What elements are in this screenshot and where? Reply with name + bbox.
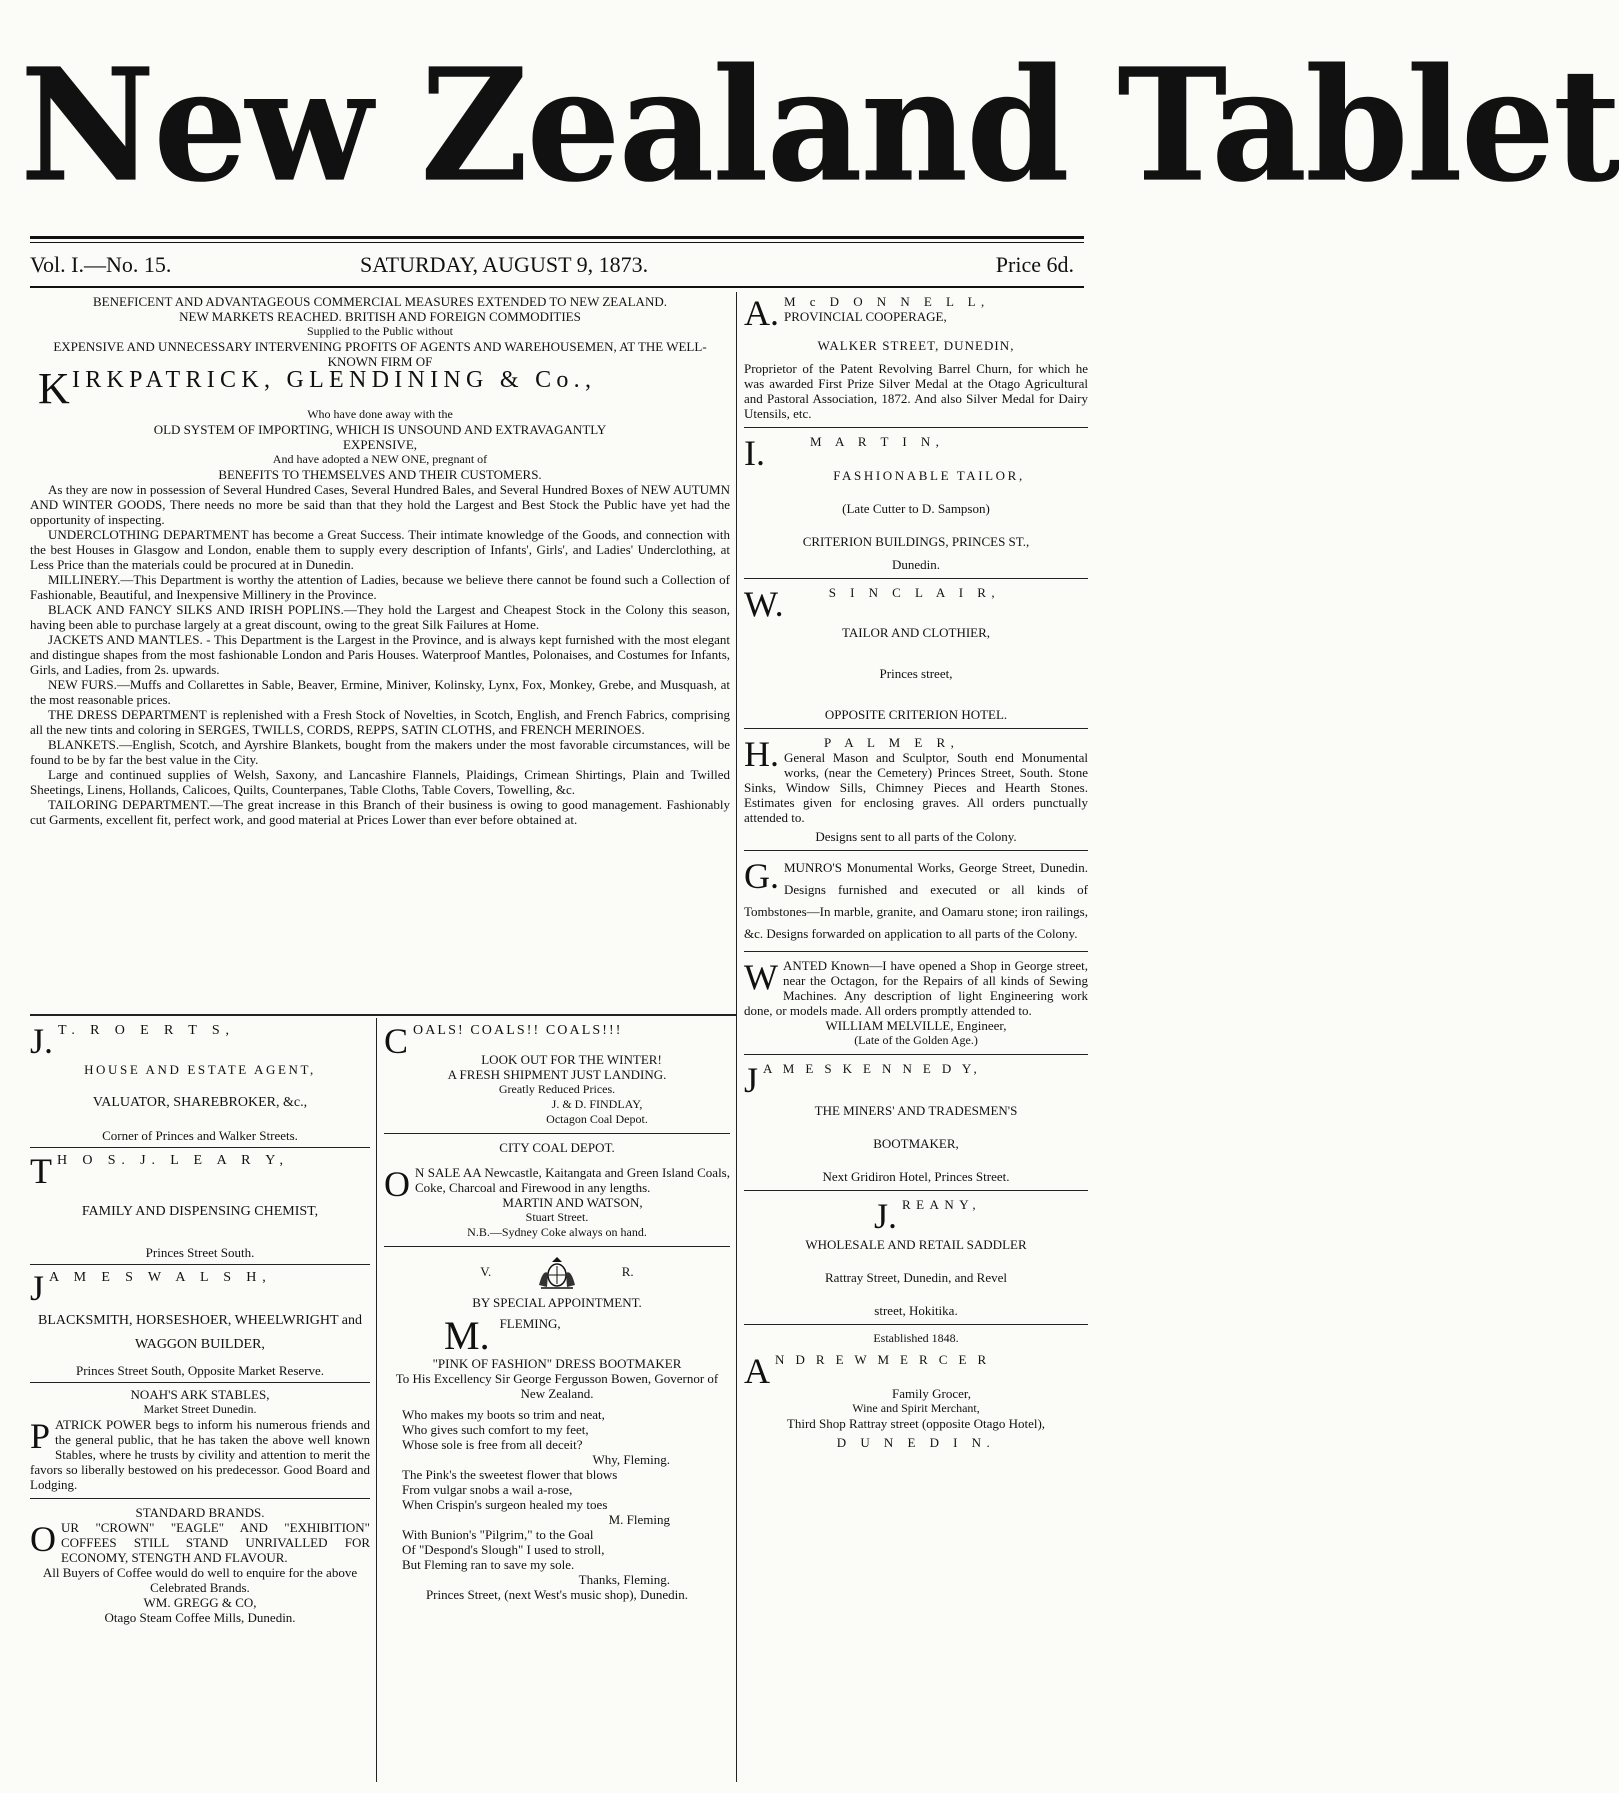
kp-head3: Supplied to the Public without bbox=[307, 324, 453, 338]
melville-initial: W bbox=[744, 957, 778, 997]
coals-initial: C bbox=[384, 1021, 409, 1061]
kennedy-line2: BOOTMAKER, bbox=[873, 1136, 959, 1151]
sinclair-line3: OPPOSITE CRITERION HOTEL. bbox=[824, 707, 1008, 722]
sinclair-line2: Princes street, bbox=[879, 666, 953, 681]
poem-line: With Bunion's "Pilgrim," to the Goal bbox=[402, 1527, 594, 1542]
kp-head4: EXPENSIVE AND UNNECESSARY INTERVENING PROFITS OF AGENTS AND WAREHOUSEMEN, AT THE WELL-KNOWN FIRM OF bbox=[53, 339, 707, 369]
kennedy-advert bbox=[744, 1061, 1088, 1184]
coals-line1: LOOK OUT FOR THE WINTER! bbox=[481, 1052, 662, 1067]
roberts-name: T. R O E R T S, bbox=[58, 1023, 235, 1038]
royal-r: R. bbox=[621, 1263, 634, 1279]
fleming-name: FLEMING, bbox=[499, 1316, 561, 1331]
kp-paragraph: JACKETS AND MANTLES. - This Department is the Largest in the Province, and is always kept furnished with the most elegant and distingue shapes from the most fashionable London and Paris Houses. Waterproof Mantles, Polonaises, and Costumes for Infants, Girls, and Ladies, from 2s. upwards. bbox=[30, 632, 730, 677]
gregg-body2: All Buyers of Coffee would do well to enquire for the above Celebrated Brands. bbox=[42, 1565, 358, 1595]
sinclair-advert bbox=[744, 585, 1088, 722]
roberts-line3: Corner of Princes and Walker Streets. bbox=[102, 1128, 298, 1143]
kp-paragraph: NEW FURS.—Muffs and Collarettes in Sable, Beaver, Ermine, Miniver, Kolinsky, Lynx, Fox, Monkey, Grebe, and Musquash, at the most reasonable prices. bbox=[30, 677, 730, 707]
city-coal-sign: MARTIN AND WATSON, bbox=[502, 1195, 643, 1210]
city-coal-note: N.B.—Sydney Coke always on hand. bbox=[467, 1225, 647, 1239]
kp-head8: BENEFITS TO THEMSELVES AND THEIR CUSTOMERS. bbox=[218, 467, 542, 482]
melville-body: ANTED Known—I have opened a Shop in George street, near the Octagon, for the Repairs of all kinds of Sewing Machines. Any description of light Engineering work done, or models made. All orders promptly attended to. bbox=[744, 958, 1088, 1018]
martin-initial: I. bbox=[744, 433, 765, 473]
coals-title: OALS! COALS!! COALS!!! bbox=[413, 1023, 623, 1038]
column-rule-left bbox=[376, 1018, 377, 1782]
kirkpatrick-bottom-rule bbox=[30, 1014, 736, 1016]
martin-line2: (Late Cutter to D. Sampson) bbox=[842, 501, 990, 516]
melville-sub: (Late of the Golden Age.) bbox=[854, 1033, 978, 1047]
kp-paragraph: BLACK AND FANCY SILKS AND IRISH POPLINS.—They hold the Largest and Cheapest Stock in the Colony this season, having been able to purchase largely at a great discount, owing to the great Silk Failures at Home. bbox=[30, 602, 730, 632]
kp-paragraph: As they are now in possession of Several Hundred Cases, Several Hundred Bales, and Several Hundred Boxes of NEW AUTUMN AND WINTER GOODS, There needs no more be said than that they hold the Largest and Best Stock the Public have yet had the opportunity of inspecting. bbox=[30, 482, 730, 527]
palmer-name: P A L M E R, bbox=[824, 735, 960, 750]
palmer-initial: H. bbox=[744, 734, 779, 774]
noahs-ark-advert bbox=[30, 1387, 370, 1492]
kp-paragraph: Large and continued supplies of Welsh, Saxony, and Lancashire Flannels, Plaidings, Crimean Shirtings, Plain and Twilled Sheetings, Linens, Hollands, Calicoes, Quilts, Counterpanes, Table Cloths, Table Covers, Towelling, &c. bbox=[30, 767, 730, 797]
kp-paragraph: UNDERCLOTHING DEPARTMENT has become a Great Success. Their intimate knowledge of the Goods, and connection with the best Houses in Glasgow and London, enable them to supply every description of Infants', Girls', and Ladies' Underclothing, at Less Price than the materials could be procured at in Dunedin. bbox=[30, 527, 730, 572]
kennedy-line3: Next Gridiron Hotel, Princes Street. bbox=[822, 1169, 1010, 1184]
poem-line: Thanks, Fleming. bbox=[578, 1572, 670, 1587]
noahs-body: ATRICK POWER begs to inform his numerous friends and the general public, that he has taken the above well known Stables, where he trusts by civility and attention to merit the favors so liberally bestowed on his predecessor. Good Board and Lodging. bbox=[30, 1417, 370, 1492]
mercer-initial: A bbox=[744, 1351, 770, 1391]
leary-initial: T bbox=[30, 1151, 52, 1191]
mercer-line1: Family Grocer, bbox=[892, 1386, 971, 1401]
poem-line: But Fleming ran to save my sole. bbox=[402, 1557, 575, 1572]
dateline bbox=[30, 252, 1084, 282]
city-coal-addr: Stuart Street. bbox=[525, 1210, 589, 1224]
fleming-line1: "PINK OF FASHION" DRESS BOOTMAKER bbox=[432, 1356, 682, 1371]
martin-line4: Dunedin. bbox=[891, 557, 941, 572]
reany-line2: Rattray Street, Dunedin, and Revel bbox=[825, 1270, 1007, 1285]
reany-name: REANY, bbox=[902, 1197, 982, 1212]
kp-paragraph: BLANKETS.—English, Scotch, and Ayrshire Blankets, bought from the makers under the most favorable circumstances, will be found to be by far the best value in the City. bbox=[30, 737, 730, 767]
city-coal-advert bbox=[384, 1140, 730, 1240]
noahs-initial: P bbox=[30, 1416, 51, 1456]
fleming-advert bbox=[384, 1255, 730, 1602]
gregg-advert bbox=[30, 1505, 370, 1625]
right-column bbox=[744, 294, 1088, 1782]
kp-big-k: K bbox=[38, 364, 70, 413]
kp-head1: BENEFICENT AND ADVANTAGEOUS COMMERCIAL MEASURES EXTENDED TO NEW ZEALAND. bbox=[93, 294, 667, 309]
kp-firm-line bbox=[30, 364, 730, 413]
left-column bbox=[30, 1022, 370, 1782]
poem-line: Who makes my boots so trim and neat, bbox=[402, 1407, 605, 1422]
price: Price 6d. bbox=[995, 252, 1074, 277]
walsh-line2: Princes Street South, Opposite Market Reserve. bbox=[75, 1363, 325, 1378]
fleming-initial: M. bbox=[444, 1313, 490, 1358]
city-coal-initial: O bbox=[384, 1164, 410, 1204]
mcdonnell-initial: A. bbox=[744, 293, 779, 333]
masthead-rule-thin bbox=[30, 242, 1084, 243]
mcdonnell-advert bbox=[744, 294, 1088, 421]
coals-line2: A FRESH SHIPMENT JUST LANDING. bbox=[447, 1067, 667, 1082]
sinclair-initial: W. bbox=[744, 584, 784, 624]
palmer-line: Designs sent to all parts of the Colony. bbox=[815, 829, 1017, 844]
kp-head2: NEW MARKETS REACHED. BRITISH AND FOREIGN COMMODITIES bbox=[179, 309, 581, 324]
mercer-line2: Wine and Spirit Merchant, bbox=[852, 1401, 980, 1415]
fleming-addr: Princes Street, (next West's music shop), Dunedin. bbox=[425, 1587, 689, 1602]
royal-v: V. bbox=[480, 1263, 492, 1279]
kp-paragraph: THE DRESS DEPARTMENT is replenished with a Fresh Stock of Novelties, in Scotch, English, and French Fabrics, comprising all the new tints and coloring in SERGES, TWILLS, CORDS, REPPS, SATIN CLOTHS, and FRENCH MERINOES. bbox=[30, 707, 730, 737]
fleming-appt: BY SPECIAL APPOINTMENT. bbox=[472, 1295, 642, 1310]
reany-line3: street, Hokitika. bbox=[874, 1303, 958, 1318]
fleming-poem bbox=[384, 1407, 730, 1587]
leary-line1: FAMILY AND DISPENSING CHEMIST, bbox=[81, 1204, 319, 1219]
kennedy-name: A M E S K E N N E D Y, bbox=[763, 1061, 981, 1076]
poem-line: Why, Fleming. bbox=[592, 1452, 670, 1467]
masthead-title: New Zealand Tablet bbox=[20, 33, 1619, 217]
reany-advert bbox=[744, 1197, 1088, 1318]
martin-name: M A R T I N, bbox=[810, 434, 945, 449]
sinclair-line1: TAILOR AND CLOTHIER, bbox=[841, 625, 991, 640]
city-coal-body: N SALE AA Newcastle, Kaitangata and Green Island Coals, Coke, Charcoal and Firewood in any lengths. bbox=[415, 1165, 730, 1195]
palmer-advert bbox=[744, 735, 1088, 844]
city-coal-title: CITY COAL DEPOT. bbox=[499, 1140, 615, 1155]
noahs-sub: Market Street Dunedin. bbox=[143, 1402, 257, 1416]
martin-advert bbox=[744, 434, 1088, 572]
poem-line: Who gives such comfort to my feet, bbox=[402, 1422, 589, 1437]
walsh-line1: BLACKSMITH, HORSESHOER, WHEELWRIGHT and WAGGON BUILDER, bbox=[38, 1313, 362, 1352]
gregg-addr: Otago Steam Coffee Mills, Dunedin. bbox=[104, 1610, 296, 1625]
kp-head7: And have adopted a NEW ONE, pregnant of bbox=[272, 452, 488, 466]
reany-initial: J. bbox=[874, 1196, 898, 1236]
kirkpatrick-advert bbox=[30, 294, 730, 1012]
sinclair-name: S I N C L A I R, bbox=[828, 585, 1001, 600]
noahs-title: NOAH'S ARK STABLES, bbox=[130, 1387, 270, 1402]
kp-paragraph: MILLINERY.—This Department is worthy the attention of Ladies, because we believe there cannot be found such a Collection of Fashionable, Beautiful, and Inexpensive Millinery in the Province. bbox=[30, 572, 730, 602]
gregg-title: STANDARD BRANDS. bbox=[135, 1505, 265, 1520]
poem-line: M. Fleming bbox=[608, 1512, 670, 1527]
mcdonnell-body: Proprietor of the Patent Revolving Barrel Churn, for which he was awarded First Prize Silver Medal at the Otago Agricultural and Pastoral Association, 1872. And also Silver Medal for Dairy Utensils, etc. bbox=[744, 361, 1088, 421]
leary-advert bbox=[30, 1152, 370, 1260]
mercer-advert bbox=[744, 1331, 1088, 1450]
dateline-rule bbox=[30, 286, 1084, 288]
gregg-body: UR "CROWN" "EAGLE" AND "EXHIBITION" COFFEES STILL STAND UNRIVALLED FOR ECONOMY, STENGTH AND FLAVOUR. bbox=[61, 1520, 370, 1565]
kp-head6: OLD SYSTEM OF IMPORTING, WHICH IS UNSOUND AND EXTRAVAGANTLY EXPENSIVE, bbox=[153, 422, 607, 452]
walsh-initial: J bbox=[30, 1268, 45, 1308]
fleming-line2: To His Excellency Sir George Fergusson Bowen, Governor of New Zealand. bbox=[395, 1371, 719, 1401]
mcdonnell-line2: WALKER STREET, DUNEDIN, bbox=[817, 338, 1015, 353]
mercer-line4: D U N E D I N. bbox=[836, 1435, 996, 1450]
kp-paragraph: TAILORING DEPARTMENT.—The great increase in this Branch of their business is owing to good management. Fashionably cut Garments, excellent fit, perfect work, and good material at Prices Lower than ever before obtained at. bbox=[30, 797, 730, 827]
gregg-sign: WM. GREGG & CO, bbox=[143, 1595, 257, 1610]
melville-advert bbox=[744, 958, 1088, 1048]
column-rule-right bbox=[736, 292, 737, 1782]
mercer-line3: Third Shop Rattray street (opposite Otago Hotel), bbox=[786, 1416, 1046, 1431]
coals-line3: Greatly Reduced Prices. bbox=[498, 1082, 616, 1096]
munro-initial: G. bbox=[744, 856, 779, 896]
palmer-body: General Mason and Sculptor, South end Monumental works, (near the Cemetery) Princes Street, South. Stone Sinks, Window Sills, Chimney Pieces and Hearth Stones. Estimates given for enclosing graves. All orders punctually attended to. bbox=[744, 750, 1088, 825]
coals-line4: J. & D. FINDLAY, bbox=[551, 1097, 643, 1111]
walsh-name: A M E S W A L S H, bbox=[49, 1270, 272, 1285]
roberts-line2: VALUATOR, SHAREBROKER, &c., bbox=[92, 1095, 308, 1110]
melville-sign: WILLIAM MELVILLE, Engineer, bbox=[825, 1018, 1007, 1033]
kp-firm-name: IRKPATRICK, GLENDINING & Co., bbox=[72, 367, 597, 393]
mcdonnell-line1: PROVINCIAL COOPERAGE, bbox=[784, 309, 947, 324]
poem-line: From vulgar snobs a wail a-rose, bbox=[402, 1482, 573, 1497]
poem-line: When Crispin's surgeon healed my toes bbox=[402, 1497, 608, 1512]
mercer-est: Established 1848. bbox=[873, 1331, 959, 1345]
masthead-rule bbox=[30, 236, 1084, 239]
roberts-line1: HOUSE AND ESTATE AGENT, bbox=[84, 1062, 316, 1077]
reany-line1: WHOLESALE AND RETAIL SADDLER bbox=[805, 1237, 1027, 1252]
martin-line1: FASHIONABLE TAILOR, bbox=[833, 468, 1025, 483]
roberts-initial: J. bbox=[30, 1021, 54, 1061]
mercer-name: N D R E W M E R C E R bbox=[775, 1352, 991, 1367]
coals-advert bbox=[384, 1022, 730, 1127]
poem-line: Whose sole is free from all deceit? bbox=[402, 1437, 583, 1452]
walsh-advert bbox=[30, 1269, 370, 1378]
munro-advert bbox=[744, 857, 1088, 945]
gregg-initial: O bbox=[30, 1519, 56, 1559]
kennedy-initial: J bbox=[744, 1060, 759, 1100]
kennedy-line1: THE MINERS' AND TRADESMEN'S bbox=[814, 1103, 1018, 1118]
munro-body: MUNRO'S Monumental Works, George Street, Dunedin. Designs furnished and executed or all kinds of Tombstones—In marble, granite, and Oamaru stone; iron railings, &c. Designs forwarded on application to all parts of the Colony. bbox=[744, 860, 1088, 941]
martin-line3: CRITERION BUILDINGS, PRINCES ST., bbox=[802, 534, 1030, 549]
poem-line: The Pink's the sweetest flower that blows bbox=[402, 1467, 618, 1482]
leary-name: H O S. J. L E A R Y, bbox=[57, 1153, 289, 1168]
volume-number: Vol. I.—No. 15. bbox=[30, 252, 172, 277]
coals-line5: Octagon Coal Depot. bbox=[546, 1112, 648, 1126]
roberts-advert bbox=[30, 1022, 370, 1143]
royal-coat-of-arms-icon bbox=[535, 1255, 579, 1291]
mcdonnell-name: M c D O N N E L L, bbox=[784, 294, 990, 309]
middle-column bbox=[384, 1022, 730, 1782]
leary-line2: Princes Street South. bbox=[145, 1245, 255, 1260]
poem-line: Of "Despond's Slough" I used to stroll, bbox=[402, 1542, 605, 1557]
issue-date: SATURDAY, AUGUST 9, 1873. bbox=[360, 252, 649, 277]
kp-head5: Who have done away with the bbox=[307, 407, 453, 421]
